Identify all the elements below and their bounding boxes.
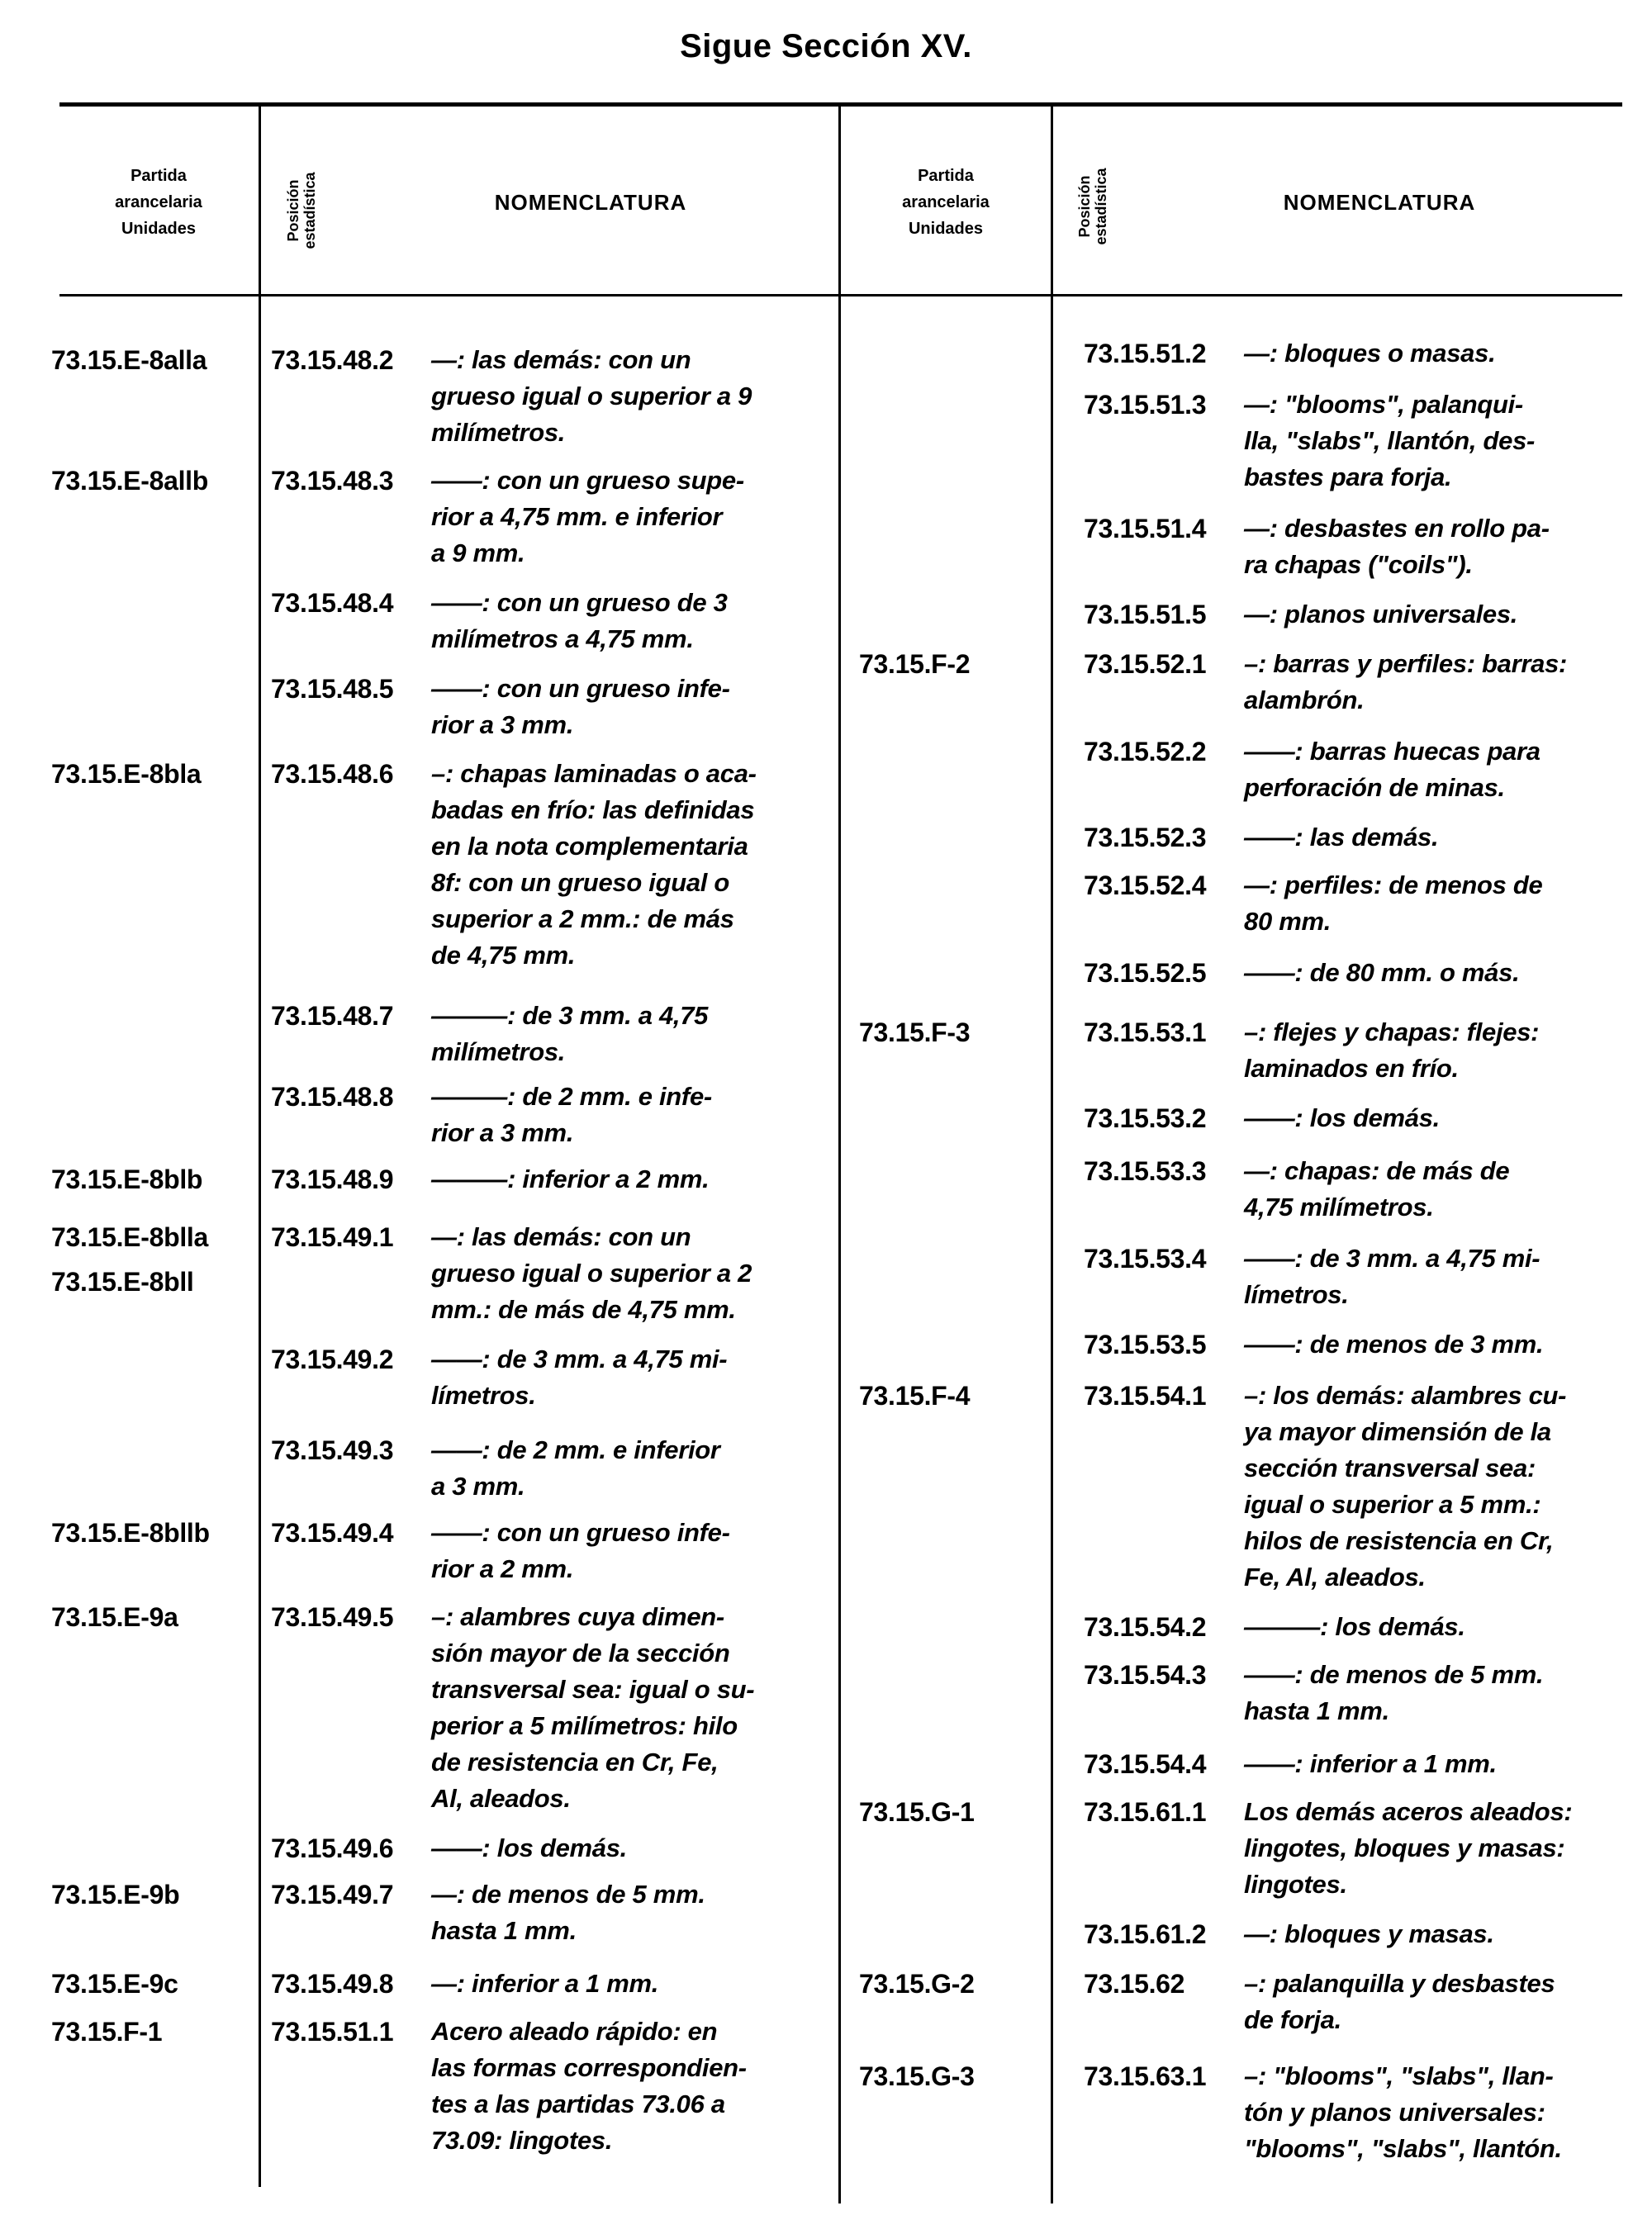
partida-code: 73.15.E-8bllb bbox=[51, 1518, 210, 1548]
header-nomenclatura-text: NOMENCLATURA bbox=[1283, 189, 1476, 215]
table-top-rule bbox=[59, 102, 1622, 107]
posicion-code: 73.15.51.3 bbox=[1084, 390, 1207, 420]
header-partida-left bbox=[59, 116, 258, 289]
nomenclature-description: ——: con un grueso supe- rior a 4,75 mm. e inferior a 9 mm. bbox=[431, 466, 744, 567]
header-partida-line: arancelaria bbox=[115, 193, 202, 211]
partida-code: 73.15.F-1 bbox=[51, 2017, 163, 2047]
nomenclature-description: —: "blooms", palanqui- lla, "slabs", llantón, des- bastes para forja. bbox=[1244, 390, 1536, 491]
nomenclature-description: —: bloques y masas. bbox=[1244, 1919, 1494, 1948]
posicion-code: 73.15.48.5 bbox=[271, 674, 394, 704]
partida-code: 73.15.F-4 bbox=[859, 1381, 971, 1411]
partida-code: 73.15.E-9c bbox=[51, 1969, 178, 1999]
posicion-code: 73.15.52.3 bbox=[1084, 823, 1207, 852]
nomenclature-description: ———: de 3 mm. a 4,75 milímetros. bbox=[431, 1001, 709, 1066]
nomenclature-description: ——: de menos de 3 mm. bbox=[1244, 1330, 1544, 1359]
nomenclature-description: –: chapas laminadas o aca- badas en frío: las definidas en la nota complementaria 8f: con un grueso igual o superior a 2 mm.: de más de 4,75 mm. bbox=[431, 759, 757, 970]
nomenclature-description: ———: los demás. bbox=[1244, 1612, 1465, 1641]
nomenclature-description: ——: con un grueso infe- rior a 2 mm. bbox=[431, 1518, 730, 1583]
header-nomenclatura-right bbox=[1140, 116, 1619, 289]
nomenclature-description: ——: los demás. bbox=[431, 1833, 627, 1862]
posicion-code: 73.15.48.9 bbox=[271, 1165, 394, 1194]
nomenclature-description: ——: inferior a 1 mm. bbox=[1244, 1749, 1497, 1778]
nomenclature-description: ——: los demás. bbox=[1244, 1103, 1440, 1132]
posicion-code: 73.15.63.1 bbox=[1084, 2061, 1207, 2091]
nomenclature-description: —: las demás: con un grueso igual o superior a 9 milímetros. bbox=[431, 345, 752, 447]
posicion-code: 73.15.48.4 bbox=[271, 588, 394, 618]
posicion-code: 73.15.49.7 bbox=[271, 1880, 394, 1909]
nomenclature-description: ———: de 2 mm. e infe- rior a 3 mm. bbox=[431, 1082, 712, 1147]
header-nomenclatura-left bbox=[347, 116, 834, 289]
posicion-code: 73.15.53.5 bbox=[1084, 1330, 1207, 1359]
partida-code: 73.15.E-9a bbox=[51, 1602, 178, 1632]
partida-code: 73.15.F-2 bbox=[859, 649, 971, 679]
partida-code: 73.15.G-2 bbox=[859, 1969, 975, 1999]
posicion-code: 73.15.48.6 bbox=[271, 759, 394, 789]
posicion-code: 73.15.49.3 bbox=[271, 1435, 394, 1465]
posicion-code: 73.15.51.1 bbox=[271, 2017, 394, 2047]
nomenclature-description: –: alambres cuya dimen- sión mayor de la sección transversal sea: igual o su- perior a 5 milímetros: hilo de resistencia en Cr, Fe, Al, aleados. bbox=[431, 1602, 755, 1813]
nomenclature-description: –: "blooms", "slabs", llan- tón y planos universales: "blooms", "slabs", llantón. bbox=[1244, 2061, 1562, 2163]
partida-code: 73.15.F-3 bbox=[859, 1017, 971, 1047]
posicion-code: 73.15.48.3 bbox=[271, 466, 394, 496]
nomenclature-description: —: bloques o masas. bbox=[1244, 339, 1496, 368]
nomenclature-description: ——: de 2 mm. e inferior a 3 mm. bbox=[431, 1435, 720, 1501]
partida-code: 73.15.E-9b bbox=[51, 1880, 180, 1909]
nomenclature-description: —: planos universales. bbox=[1244, 600, 1518, 629]
posicion-code: 73.15.52.4 bbox=[1084, 870, 1207, 900]
posicion-code: 73.15.61.1 bbox=[1084, 1797, 1207, 1827]
nomenclature-description: Los demás aceros aleados: lingotes, bloques y masas: lingotes. bbox=[1244, 1797, 1573, 1899]
nomenclature-description: —: las demás: con un grueso igual o superior a 2 mm.: de más de 4,75 mm. bbox=[431, 1222, 752, 1324]
nomenclature-description: ——: con un grueso de 3 milímetros a 4,75 mm. bbox=[431, 588, 728, 653]
header-partida-line: arancelaria bbox=[902, 193, 990, 211]
partida-code: 73.15.G-3 bbox=[859, 2061, 975, 2091]
posicion-code: 73.15.61.2 bbox=[1084, 1919, 1207, 1949]
posicion-code: 73.15.49.4 bbox=[271, 1518, 394, 1548]
posicion-code: 73.15.52.1 bbox=[1084, 649, 1207, 679]
nomenclature-description: –: los demás: alambres cu- ya mayor dimensión de la sección transversal sea: igual o superior a 5 mm.: hilos de resistencia en Cr, Fe, Al, aleados. bbox=[1244, 1381, 1567, 1591]
header-posicion-line: estadística bbox=[1093, 168, 1109, 245]
nomenclature-description: –: flejes y chapas: flejes: laminados en frío. bbox=[1244, 1017, 1540, 1083]
posicion-code: 73.15.51.4 bbox=[1084, 514, 1207, 543]
header-partida-line: Partida bbox=[131, 167, 187, 185]
posicion-code: 73.15.52.5 bbox=[1084, 958, 1207, 988]
column-divider-3 bbox=[1051, 106, 1053, 2203]
column-divider-1 bbox=[259, 106, 261, 2187]
header-posicion-right bbox=[1076, 149, 1118, 264]
partida-code: 73.15.E-8alla bbox=[51, 345, 207, 375]
posicion-code: 73.15.49.1 bbox=[271, 1222, 394, 1252]
header-partida-line: Unidades bbox=[121, 220, 197, 238]
posicion-code: 73.15.48.7 bbox=[271, 1001, 394, 1031]
posicion-code: 73.15.62 bbox=[1084, 1969, 1185, 1999]
partida-code: 73.15.G-1 bbox=[859, 1797, 975, 1827]
header-posicion-left bbox=[285, 153, 326, 268]
posicion-code: 73.15.51.5 bbox=[1084, 600, 1207, 629]
partida-code: 73.15.E-8bll bbox=[51, 1267, 194, 1297]
posicion-code: 73.15.48.2 bbox=[271, 345, 394, 375]
header-bottom-rule bbox=[59, 294, 1622, 296]
header-nomenclatura-text: NOMENCLATURA bbox=[494, 189, 687, 215]
nomenclature-description: ——: las demás. bbox=[1244, 823, 1439, 851]
header-posicion-line: estadística bbox=[301, 172, 318, 249]
nomenclature-description: —: perfiles: de menos de 80 mm. bbox=[1244, 870, 1543, 936]
nomenclature-description: —: de menos de 5 mm. hasta 1 mm. bbox=[431, 1880, 705, 1945]
posicion-code: 73.15.54.2 bbox=[1084, 1612, 1207, 1642]
header-partida-line: Unidades bbox=[908, 220, 984, 238]
column-divider-2 bbox=[838, 106, 841, 2203]
nomenclature-description: ——: de 3 mm. a 4,75 mi- límetros. bbox=[1244, 1244, 1540, 1309]
posicion-code: 73.15.49.8 bbox=[271, 1969, 394, 1999]
posicion-code: 73.15.54.1 bbox=[1084, 1381, 1207, 1411]
posicion-code: 73.15.49.2 bbox=[271, 1345, 394, 1374]
partida-code: 73.15.E-8blla bbox=[51, 1222, 208, 1252]
nomenclature-description: ——: de 3 mm. a 4,75 mi- límetros. bbox=[431, 1345, 728, 1410]
nomenclature-description: —: chapas: de más de 4,75 milímetros. bbox=[1244, 1156, 1510, 1221]
header-posicion-line: Posición bbox=[1076, 175, 1093, 238]
nomenclature-description: ——: con un grueso infe- rior a 3 mm. bbox=[431, 674, 730, 739]
posicion-code: 73.15.48.8 bbox=[271, 1082, 394, 1112]
posicion-code: 73.15.53.4 bbox=[1084, 1244, 1207, 1274]
nomenclature-description: —: desbastes en rollo pa- ra chapas ("coils"). bbox=[1244, 514, 1550, 579]
posicion-code: 73.15.51.2 bbox=[1084, 339, 1207, 368]
posicion-code: 73.15.53.3 bbox=[1084, 1156, 1207, 1186]
nomenclature-description: ——: de menos de 5 mm. hasta 1 mm. bbox=[1244, 1660, 1544, 1725]
nomenclature-description: ———: inferior a 2 mm. bbox=[431, 1165, 710, 1193]
nomenclature-description: Acero aleado rápido: en las formas correspondien- tes a las partidas 73.06 a 73.09: lingotes. bbox=[431, 2017, 747, 2155]
posicion-code: 73.15.52.2 bbox=[1084, 737, 1207, 766]
posicion-code: 73.15.54.4 bbox=[1084, 1749, 1207, 1779]
header-partida-line: Partida bbox=[918, 167, 974, 185]
posicion-code: 73.15.54.3 bbox=[1084, 1660, 1207, 1690]
nomenclature-description: –: palanquilla y desbastes de forja. bbox=[1244, 1969, 1555, 2034]
header-partida-right bbox=[841, 116, 1051, 289]
partida-code: 73.15.E-8blb bbox=[51, 1165, 203, 1194]
posicion-code: 73.15.53.1 bbox=[1084, 1017, 1207, 1047]
nomenclature-description: ——: de 80 mm. o más. bbox=[1244, 958, 1520, 987]
nomenclature-description: —: inferior a 1 mm. bbox=[431, 1969, 659, 1998]
posicion-code: 73.15.49.6 bbox=[271, 1833, 394, 1863]
nomenclature-description: ——: barras huecas para perforación de minas. bbox=[1244, 737, 1540, 802]
partida-code: 73.15.E-8bla bbox=[51, 759, 202, 789]
header-posicion-line: Posición bbox=[285, 179, 301, 242]
posicion-code: 73.15.53.2 bbox=[1084, 1103, 1207, 1133]
posicion-code: 73.15.49.5 bbox=[271, 1602, 394, 1632]
nomenclature-description: –: barras y perfiles: barras: alambrón. bbox=[1244, 649, 1568, 714]
page-title: Sigue Sección XV. bbox=[680, 28, 972, 64]
partida-code: 73.15.E-8allb bbox=[51, 466, 208, 496]
